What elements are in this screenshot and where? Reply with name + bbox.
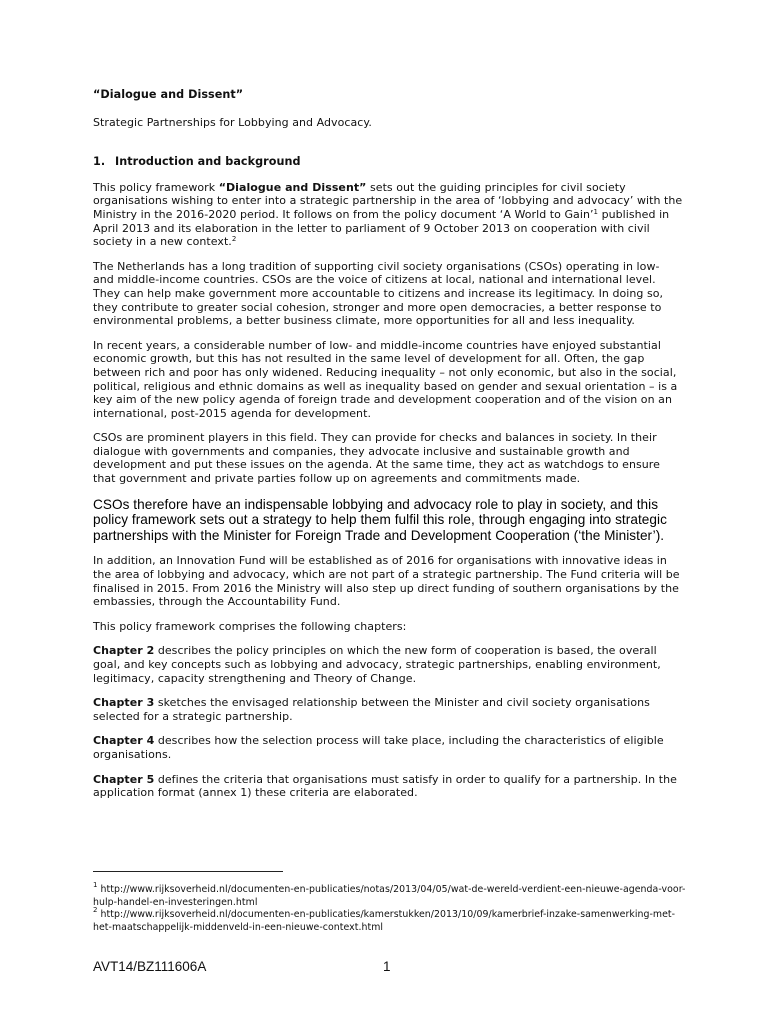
chapter-3-summary [93,696,683,723]
footnote-mark: 2 [93,906,98,915]
chapter-5-summary [93,773,683,800]
footnote-ref-2[interactable]: 2 [231,235,237,244]
document-title: “Dialogue and Dissent” [93,88,244,101]
paragraph-text: published in April 2013 and its elaboration in the letter to parliament of 9 October 2013 on cooperation with civil society in a new context. [93,207,670,249]
footnote-link[interactable]: http://www.rijksoverheid.nl/documenten-en-publicaties/kamerstukken/2013/10/09/kamerbrief-inzake-samenwerking-met-het-maatschappelijk-middenveld-in-een-nieuwe-context.html [93,909,676,933]
footnote-2 [93,906,693,934]
footnotes [93,881,693,934]
paragraph-role: CSOs therefore have an indispensable lobbying and advocacy role to play in society, and this policy framework sets out a strategy to help them fulfil this role, through engaging into strategic partnerships with the Minister for Foreign Trade and Development Cooperation (‘the Minister’). [93,496,667,543]
page-number: 1 [383,959,391,974]
chapter-label: Chapter 3 [93,696,155,710]
paragraph-tradition: The Netherlands has a long tradition of supporting civil society organisations (CSOs) operating in low- and middle-income countries. CSOs are the voice of citizens at local, national and international level. They can help make government more accountable to citizens and increase its legitimacy. In doing so, they contribute to greater social cohesion, stronger and more open democracies, a better response to environmental problems, a better business climate, more opportunities for all and less inequality. [93,259,664,328]
footnote-divider [93,871,283,872]
paragraph-text: sets out the guiding principles for civil society organisations wishing to enter into a strategic partnership in the area of ‘lobbying and advocacy’ with the Ministry in the 2016-2020 period. It follows on from the policy document ‘A World to Gain’ [93,180,683,221]
chapter-label: Chapter 2 [93,644,155,658]
paragraph-csos: CSOs are prominent players in this field. They can provide for checks and balances in society. In their dialogue with governments and companies, they advocate inclusive and sustainable growth and development and put these issues on the agenda. At the same time, they act as watchdogs to ensure that government and private parties follow up on agreements and commitments made. [93,431,660,486]
paragraph-text: This policy framework [93,180,219,194]
document-subtitle: Strategic Partnerships for Lobbying and Advocacy. [93,115,372,129]
chapter-label: Chapter 4 [93,734,155,748]
chapter-text: describes how the selection process will take place, including the characteristics of eligible organisations. [93,734,664,761]
document-body [93,88,683,811]
paragraph-innovation-fund: In addition, an Innovation Fund will be established as of 2016 for organisations with innovative ideas in the area of lobbying and advocacy, which are not part of a strategic partnership. The Fund criteria will be finalised in 2015. From 2016 the Ministry will also step up direct funding of southern organisations by the embassies, through the Accountability Fund. [93,554,680,609]
footnote-mark: 1 [93,881,98,889]
section-title: Introduction and background [115,155,301,169]
paragraph-chapters-intro: This policy framework comprises the following chapters: [93,619,407,633]
chapter-text: sketches the envisaged relationship between the Minister and civil society organisations selected for a strategic partnership. [93,696,650,723]
chapter-text: describes the policy principles on which the new form of cooperation is based, the overall goal, and key concepts such as lobbying and advocacy, strategic partnerships, enabling environment, legitimacy, capacity strengthening and Theory of Change. [93,644,661,685]
chapter-text: defines the criteria that organisations must satisfy in order to qualify for a partnership. In the application format (annex 1) these criteria are elaborated. [93,772,677,800]
paragraph-inequality: In recent years, a considerable number of low- and middle-income countries have enjoyed substantial economic growth, but this has not resulted in the same level of development for all. Often, the gap between rich and poor has only widened. Reducing inequality – not only economic, but also in the social, political, religious and ethnic domains as well as inequality based on gender and sexual orientation – is a key aim of the new policy agenda of foreign trade and development cooperation and of the vision on an international, post-2015 agenda for development. [93,338,678,420]
footnote-1 [93,881,693,909]
section-heading [93,155,683,169]
footnote-ref-1[interactable]: 1 [593,207,599,216]
chapter-4-summary [93,734,683,761]
paragraph-intro [93,181,683,249]
document-code: AVT14/BZ111606A [93,959,207,974]
framework-name: “Dialogue and Dissent” [218,180,367,194]
section-number: 1. [93,155,106,169]
footnote-link[interactable]: http://www.rijksoverheid.nl/documenten-en-publicaties/notas/2013/04/05/wat-de-wereld-verdient-een-nieuwe-agenda-voor-hulp-handel-en-investeringen.html [93,884,686,908]
chapter-label: Chapter 5 [93,772,155,786]
chapter-2-summary [93,644,683,685]
